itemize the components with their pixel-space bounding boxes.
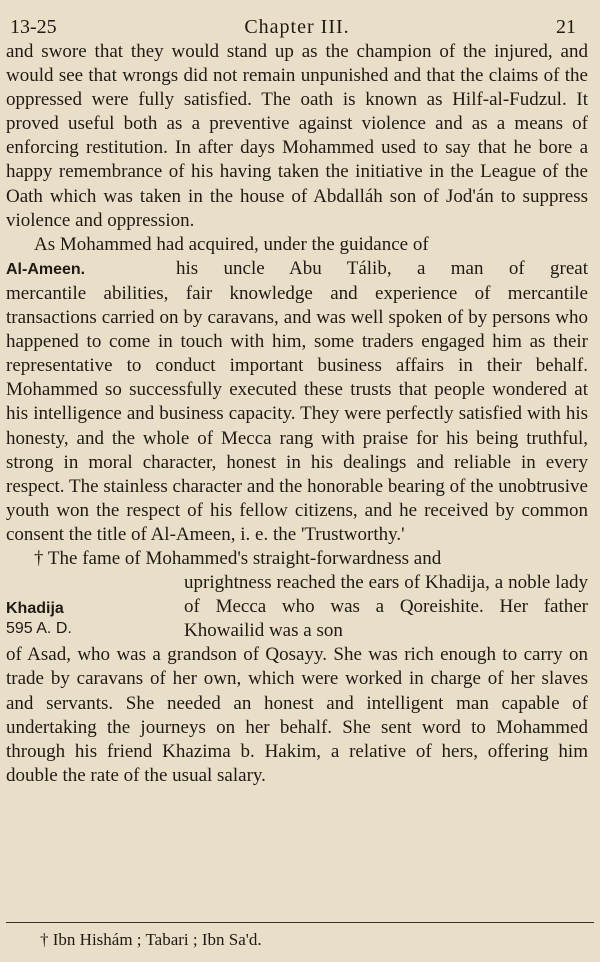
page-number: 21 <box>556 16 576 38</box>
paragraph-oath: and swore that they would stand up as the champion of the injured, and would see that wrongs did not remain unpunished and that the claims of the oppressed were fully satisfied. The oath is known as Hilf-al-Fudzul. It proved useful both as a preventive against violence and as a means of enforcing restitution. In after days Mohammed used to say that he bore a happy remembrance of his having taken the initiative in the League of the Oath which was taken in the house of Abdalláh son of Jod'án to suppress violence and oppression. <box>6 41 588 231</box>
page-body <box>6 40 588 788</box>
paragraph-khadija: of Asad, who was a grandson of Qosayy. She was rich enough to carry on trade by caravans of her own, which were worked in charge of her slaves and servants. She needed an honest and intelligent man capable of undertaking the journeys on her behalf. She sent word to Mohammed through his friend Khazima b. Hakim, a relative of hers, offering him double the rate of the usual salary. <box>6 644 588 786</box>
paragraph-khadija-first-line: † The fame of Mohammed's straight-forwardness and <box>34 547 442 569</box>
sidenote-line-text: his uncle Abu Tálib, a man of great <box>176 257 588 279</box>
khadija-float-text: uprightness reached the ears of Khadija, a noble lady of Mecca who was a Qoreishite. Her father Khowailid was a son <box>184 572 588 642</box>
khadija-sidenote-block <box>6 571 588 643</box>
sidenote-al-ameen: Al-Ameen. <box>6 260 86 278</box>
sidenote-khadija <box>6 599 72 639</box>
running-header <box>6 6 588 40</box>
sidenote-khadija-date: 595 A. D. <box>6 620 72 638</box>
paragraph-al-ameen-sidenote-line <box>6 257 588 282</box>
footnote: † Ibn Hishám ; Tabari ; Ibn Sa'd. <box>40 930 262 949</box>
section-range: 13-25 <box>10 16 57 38</box>
paragraph-al-ameen: mercantile abilities, fair knowledge and experience of mercantile transactions carried on by caravans, and was well spoken of by persons who happened to come in touch with him, some traders engaged him as their representative to conduct important business affairs in their behalf. Mohammed so successfully executed these trusts that people wondered at his intelligence and business capacity. They were perfectly satisfied with his honesty, and the whole of Mecca rang with praise for his being truthful, strong in moral character, honest in his dealings and reliable in every respect. The stainless character and the honorable bearing of the unobtrusive youth won the respect of his fellow citizens, and he received by common consent the title of Al-Ameen, i. e. the 'Trustworthy.' <box>6 282 588 545</box>
sidenote-khadija-name: Khadija <box>6 600 64 618</box>
footnote-rule <box>6 922 594 923</box>
chapter-title: Chapter III. <box>244 16 350 38</box>
paragraph-al-ameen-first-line: As Mohammed had acquired, under the guidance of <box>34 233 429 255</box>
